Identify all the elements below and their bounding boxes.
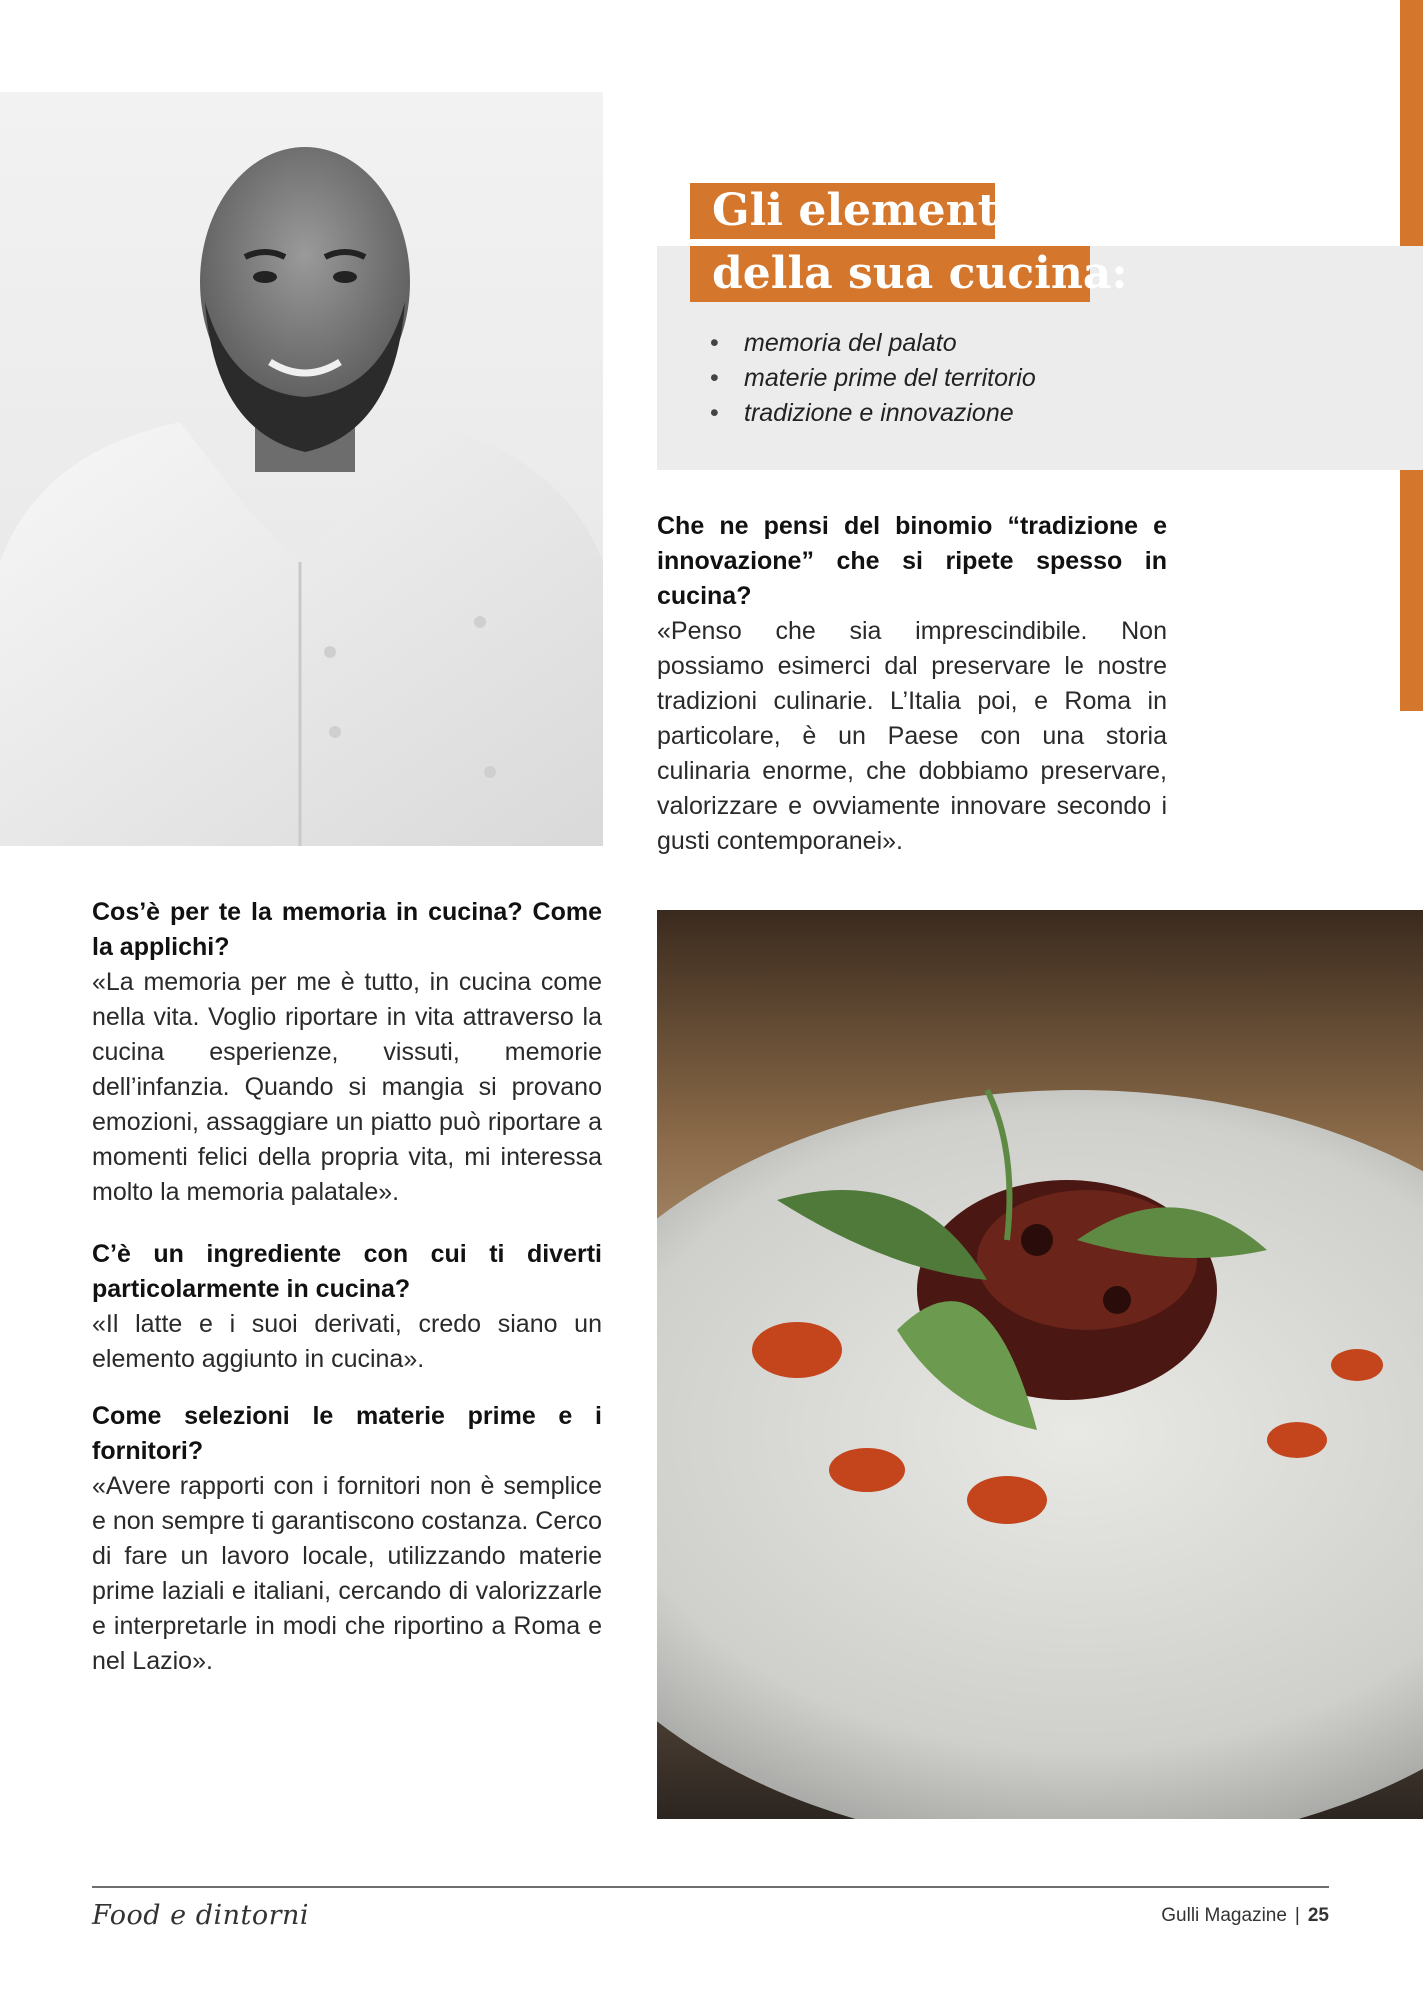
question-text: Cos’è per te la memoria in cucina? Come la applichi?: [92, 898, 602, 961]
chef-portrait-photo: [0, 92, 603, 846]
qa-block-memoria: [92, 895, 602, 1210]
qa-block-materie: [92, 1399, 602, 1679]
qa-block-binomio: [657, 509, 1167, 859]
answer-text: «La memoria per me è tutto, in cucina come nella vita. Voglio riportare in vita attraverso la cucina esperienze, vissuti, memorie dell’infanzia. Quando si mangia si provano emozioni, assaggiare un piatto può riportare a momenti felici della propria vita, mi interessa molto la memoria palatale».: [92, 968, 602, 1206]
answer-text: «Penso che sia imprescindibile. Non possiamo esimerci dal preservare le nostre tradizioni culinarie. L’Italia poi, e Roma in particolare, è un Paese con una storia culinaria enorme, che dobbiamo preservare, valorizzare e ovviamente innovare secondo i gusti contemporanei».: [657, 617, 1167, 855]
dish-photo: [657, 910, 1423, 1819]
answer-text: «Il latte e i suoi derivati, credo siano un elemento aggiunto in cucina».: [92, 1310, 602, 1373]
qa-block-ingrediente: [92, 1237, 602, 1377]
question-text: C’è un ingrediente con cui ti diverti particolarmente in cucina?: [92, 1240, 602, 1303]
box-title-line-1: Gli elementi: [690, 183, 995, 239]
question-text: Che ne pensi del binomio “tradizione e innovazione” che si ripete spesso in cucina?: [657, 512, 1167, 610]
list-item: • materie prime del territorio: [706, 361, 1366, 396]
footer-separator: |: [1294, 1905, 1300, 1926]
footer-divider: [92, 1886, 1329, 1888]
magazine-name: Gulli Magazine: [1161, 1905, 1287, 1926]
answer-text: «Avere rapporti con i fornitori non è semplice e non sempre ti garantiscono costanza. Cerco di fare un lavoro locale, utilizzando materie prime laziali e italiani, cercando di valorizzarle e interpretarle in modi che riportino a Roma e nel Lazio».: [92, 1472, 602, 1675]
box-title-line-2: della sua cucina:: [690, 246, 1090, 302]
footer-page-info: [1161, 1905, 1329, 1927]
question-text: Come selezioni le materie prime e i fornitori?: [92, 1402, 602, 1465]
section-name: Food e dintorni: [92, 1900, 310, 1931]
elements-list: [706, 326, 1366, 431]
list-item: • memoria del palato: [706, 326, 1366, 361]
page-number: 25: [1307, 1905, 1329, 1926]
list-item: • tradizione e innovazione: [706, 396, 1366, 431]
